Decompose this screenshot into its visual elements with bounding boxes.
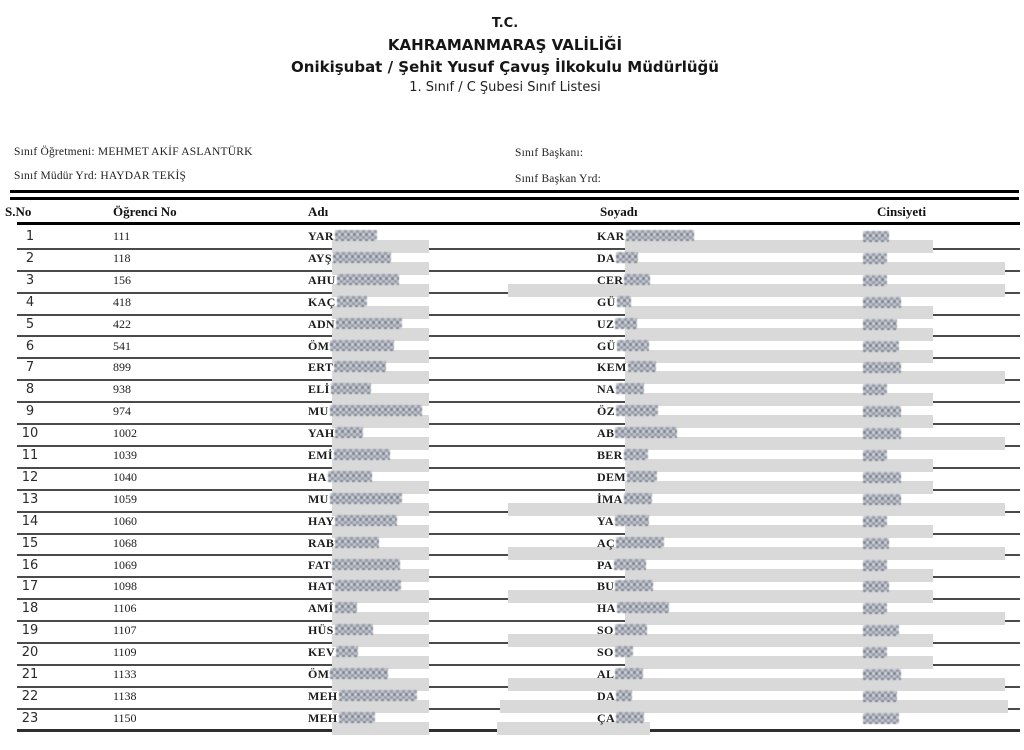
cell-ogrenci-no: 1150 bbox=[113, 710, 137, 725]
redacted-name-blob bbox=[330, 668, 388, 679]
redaction-stripe-right bbox=[500, 700, 1008, 713]
redacted-name-blob bbox=[337, 296, 367, 307]
redacted-name-blob bbox=[331, 383, 371, 394]
cell-soyadi: KEM bbox=[597, 357, 656, 378]
cell-soyadi: İMA bbox=[597, 489, 652, 510]
redacted-surname-blob bbox=[616, 690, 632, 701]
redacted-surname-blob bbox=[624, 493, 652, 504]
cell-s-no: 19 bbox=[21, 623, 39, 639]
cell-adi: MEH bbox=[308, 686, 417, 707]
cell-adi: ÖM bbox=[308, 336, 394, 357]
cell-s-no: 12 bbox=[21, 469, 39, 485]
cell-cinsiyeti bbox=[862, 226, 889, 247]
cell-ogrenci-no: 1138 bbox=[113, 688, 137, 703]
redaction-stripe-right bbox=[508, 284, 1005, 297]
table-row bbox=[0, 467, 1024, 489]
cell-ogrenci-no: 938 bbox=[113, 382, 131, 397]
cell-soyadi: BER bbox=[597, 445, 648, 466]
redaction-stripe-right bbox=[625, 262, 1005, 275]
redacted-surname-blob bbox=[617, 296, 631, 307]
cell-adi: ÖM bbox=[308, 664, 388, 685]
cell-ogrenci-no: 1039 bbox=[113, 448, 137, 462]
cell-adi: ADN bbox=[308, 314, 402, 335]
cell-cinsiyeti bbox=[862, 555, 887, 576]
redacted-surname-blob bbox=[624, 449, 648, 460]
cell-ogrenci-no: 1106 bbox=[113, 601, 137, 616]
redacted-surname-blob bbox=[627, 471, 657, 482]
cell-ogrenci-no: 418 bbox=[113, 294, 131, 309]
redacted-gender-blob bbox=[863, 560, 887, 571]
cell-s-no: 8 bbox=[25, 382, 35, 398]
redacted-gender-blob bbox=[863, 647, 887, 658]
cell-soyadi: SO bbox=[597, 642, 633, 663]
cell-s-no: 3 bbox=[25, 272, 35, 288]
redacted-gender-blob bbox=[863, 603, 887, 614]
table-row bbox=[0, 401, 1024, 423]
cell-cinsiyeti bbox=[862, 292, 901, 313]
cell-adi: ELİ bbox=[308, 379, 371, 400]
cell-ogrenci-no: 1040 bbox=[113, 469, 137, 484]
cell-s-no: 7 bbox=[25, 360, 35, 376]
redacted-gender-blob bbox=[863, 341, 899, 352]
redacted-name-blob bbox=[339, 712, 375, 723]
cell-ogrenci-no: 899 bbox=[113, 360, 131, 375]
cell-adi: HAT bbox=[308, 576, 401, 597]
redacted-name-blob bbox=[335, 427, 363, 438]
redacted-name-blob bbox=[335, 624, 373, 635]
redacted-surname-blob bbox=[617, 340, 649, 351]
redacted-name-blob bbox=[328, 471, 372, 482]
redacted-surname-blob bbox=[615, 646, 633, 657]
cell-cinsiyeti bbox=[862, 598, 887, 619]
cell-soyadi: AÇ bbox=[597, 533, 664, 554]
redacted-name-blob bbox=[335, 537, 379, 548]
table-row bbox=[0, 423, 1024, 445]
cell-soyadi: ÇA bbox=[597, 708, 644, 729]
redacted-surname-blob bbox=[616, 252, 638, 263]
redacted-surname-blob bbox=[615, 624, 647, 635]
redacted-surname-blob bbox=[615, 318, 637, 329]
table-row bbox=[0, 664, 1024, 686]
cell-cinsiyeti bbox=[862, 620, 899, 641]
cell-adi: EMİ bbox=[308, 445, 390, 466]
redacted-gender-blob bbox=[863, 406, 901, 417]
cell-s-no: 2 bbox=[25, 250, 35, 266]
redacted-name-blob bbox=[339, 690, 417, 701]
table-row bbox=[0, 576, 1024, 598]
cell-cinsiyeti bbox=[862, 423, 901, 444]
redacted-gender-blob bbox=[863, 472, 901, 483]
redacted-gender-blob bbox=[863, 625, 899, 636]
cell-s-no: 14 bbox=[21, 513, 39, 529]
cell-cinsiyeti bbox=[862, 708, 899, 729]
cell-s-no: 23 bbox=[21, 710, 39, 726]
table-row bbox=[0, 357, 1024, 379]
cell-soyadi: DA bbox=[597, 686, 632, 707]
col-header-sno: S.No bbox=[5, 204, 32, 219]
cell-cinsiyeti bbox=[862, 467, 901, 488]
cell-soyadi: YA bbox=[597, 511, 649, 532]
cell-ogrenci-no: 1069 bbox=[113, 557, 137, 572]
table-row bbox=[0, 270, 1024, 292]
cell-adi: HAY bbox=[308, 511, 397, 532]
cell-cinsiyeti bbox=[862, 445, 887, 466]
table-row bbox=[0, 445, 1024, 467]
cell-ogrenci-no: 1107 bbox=[113, 623, 137, 638]
cell-adi: AYŞ bbox=[308, 248, 391, 269]
cell-adi: RAB bbox=[308, 533, 379, 554]
cell-cinsiyeti bbox=[862, 511, 887, 532]
cell-soyadi: HA bbox=[597, 598, 669, 619]
redaction-stripe-right bbox=[625, 371, 1005, 384]
cell-ogrenci-no: 1068 bbox=[113, 535, 137, 550]
cell-s-no: 11 bbox=[21, 448, 39, 463]
table-row bbox=[0, 248, 1024, 270]
cell-cinsiyeti bbox=[862, 314, 897, 335]
redacted-surname-blob bbox=[624, 274, 650, 285]
cell-ogrenci-no: 422 bbox=[113, 316, 131, 331]
cell-cinsiyeti bbox=[862, 686, 897, 707]
redacted-gender-blob bbox=[863, 516, 887, 527]
redacted-surname-blob bbox=[628, 361, 656, 372]
redacted-surname-blob bbox=[617, 602, 669, 613]
cell-adi: AHU bbox=[308, 270, 399, 291]
cell-ogrenci-no: 1060 bbox=[113, 513, 137, 528]
redacted-name-blob bbox=[332, 559, 400, 570]
redacted-name-blob bbox=[336, 318, 402, 329]
header-tc: T.C. bbox=[491, 16, 519, 31]
cell-soyadi: DEM bbox=[597, 467, 657, 488]
cell-s-no: 6 bbox=[25, 338, 35, 354]
redacted-name-blob bbox=[330, 340, 394, 351]
table-row bbox=[0, 489, 1024, 511]
redacted-surname-blob bbox=[616, 537, 664, 548]
cell-cinsiyeti bbox=[862, 576, 889, 597]
vice-principal-line: Sınıf Müdür Yrd: HAYDAR TEKİŞ bbox=[14, 170, 187, 182]
table-row bbox=[0, 336, 1024, 358]
cell-adi: KAÇ bbox=[308, 292, 367, 313]
cell-soyadi: GÜ bbox=[597, 292, 631, 313]
cell-soyadi: DA bbox=[597, 248, 638, 269]
table-row bbox=[0, 226, 1024, 248]
cell-s-no: 9 bbox=[25, 404, 35, 420]
cell-adi: HÜS bbox=[308, 620, 373, 641]
cell-soyadi: NA bbox=[597, 379, 644, 400]
redacted-gender-blob bbox=[863, 275, 887, 286]
redaction-stripe-right bbox=[508, 678, 1005, 691]
col-header-cinsiyeti: Cinsiyeti bbox=[877, 204, 927, 219]
redacted-name-blob bbox=[330, 493, 402, 504]
redacted-name-blob bbox=[335, 230, 377, 241]
table-row bbox=[0, 379, 1024, 401]
redacted-gender-blob bbox=[863, 253, 887, 264]
cell-cinsiyeti bbox=[862, 664, 901, 685]
cell-adi: ERT bbox=[308, 357, 386, 378]
redacted-gender-blob bbox=[863, 669, 901, 680]
redacted-name-blob bbox=[334, 361, 386, 372]
cell-soyadi: CER bbox=[597, 270, 650, 291]
redacted-gender-blob bbox=[863, 428, 901, 439]
cell-soyadi: AB bbox=[597, 423, 677, 444]
cell-soyadi: GÜ bbox=[597, 336, 649, 357]
cell-s-no: 21 bbox=[21, 667, 39, 682]
col-header-ogrenci-no: Öğrenci No bbox=[113, 204, 177, 219]
cell-cinsiyeti bbox=[862, 642, 887, 663]
redaction-stripe-right bbox=[508, 547, 1005, 560]
cell-cinsiyeti bbox=[862, 248, 887, 269]
cell-adi: FAT bbox=[308, 555, 400, 576]
redacted-name-blob bbox=[336, 646, 358, 657]
cell-s-no: 4 bbox=[25, 294, 35, 310]
redacted-surname-blob bbox=[616, 405, 658, 416]
redacted-gender-blob bbox=[863, 581, 889, 592]
table-row bbox=[0, 620, 1024, 642]
redacted-surname-blob bbox=[626, 230, 694, 241]
redacted-gender-blob bbox=[863, 450, 887, 461]
class-teacher-line: Sınıf Öğretmeni: MEHMET AKİF ASLANTÜRK bbox=[14, 146, 253, 158]
redacted-surname-blob bbox=[615, 580, 653, 591]
cell-ogrenci-no: 974 bbox=[113, 404, 131, 419]
cell-adi: MU bbox=[308, 489, 402, 510]
table-row bbox=[0, 314, 1024, 336]
cell-ogrenci-no: 541 bbox=[113, 338, 131, 353]
cell-soyadi: KAR bbox=[597, 226, 694, 247]
redacted-surname-blob bbox=[615, 515, 649, 526]
cell-soyadi: BU bbox=[597, 576, 653, 597]
redacted-surname-blob bbox=[615, 668, 643, 679]
cell-s-no: 17 bbox=[21, 579, 39, 595]
cell-ogrenci-no: 118 bbox=[113, 250, 131, 265]
cell-soyadi: ÖZ bbox=[597, 401, 658, 422]
cell-s-no: 20 bbox=[21, 645, 39, 661]
redacted-gender-blob bbox=[863, 538, 889, 549]
cell-adi: MEH bbox=[308, 708, 375, 729]
cell-cinsiyeti bbox=[862, 379, 887, 400]
redacted-name-blob bbox=[335, 580, 401, 591]
redacted-gender-blob bbox=[863, 494, 901, 505]
cell-cinsiyeti bbox=[862, 357, 901, 378]
header-list-title: 1. Sınıf / C Şubesi Sınıf Listesi bbox=[409, 80, 601, 95]
redacted-name-blob bbox=[334, 449, 390, 460]
cell-s-no: 16 bbox=[21, 557, 39, 573]
cell-soyadi: SO bbox=[597, 620, 647, 641]
table-row bbox=[0, 533, 1024, 555]
cell-adi: MU bbox=[308, 401, 422, 422]
cell-adi: HA bbox=[308, 467, 372, 488]
redacted-surname-blob bbox=[616, 383, 644, 394]
cell-cinsiyeti bbox=[862, 270, 887, 291]
redacted-gender-blob bbox=[863, 713, 899, 724]
cell-soyadi: UZ bbox=[597, 314, 637, 335]
col-header-soyadi: Soyadı bbox=[600, 204, 638, 219]
cell-s-no: 5 bbox=[25, 316, 35, 332]
cell-s-no: 18 bbox=[21, 601, 39, 617]
redacted-gender-blob bbox=[863, 384, 887, 395]
redacted-name-blob bbox=[335, 602, 357, 613]
redacted-surname-blob bbox=[616, 712, 644, 723]
cell-ogrenci-no: 156 bbox=[113, 272, 131, 287]
cell-ogrenci-no: 1002 bbox=[113, 426, 137, 441]
redaction-stripe-right bbox=[625, 437, 1005, 450]
cell-cinsiyeti bbox=[862, 533, 889, 554]
class-president-line: Sınıf Başkanı: bbox=[515, 147, 584, 159]
cell-ogrenci-no: 1109 bbox=[113, 645, 137, 660]
cell-s-no: 13 bbox=[21, 491, 39, 507]
redacted-gender-blob bbox=[863, 691, 897, 702]
cell-soyadi: AL bbox=[597, 664, 643, 685]
redaction-stripe-right bbox=[625, 612, 1005, 625]
redacted-gender-blob bbox=[863, 297, 901, 308]
cell-cinsiyeti bbox=[862, 489, 901, 510]
header-governorate: KAHRAMANMARAŞ VALİLİĞİ bbox=[387, 36, 623, 54]
redacted-gender-blob bbox=[863, 319, 897, 330]
cell-s-no: 15 bbox=[21, 535, 39, 551]
cell-ogrenci-no: 1098 bbox=[113, 579, 137, 594]
cell-adi: AMİ bbox=[308, 598, 357, 619]
cell-ogrenci-no: 111 bbox=[113, 229, 131, 243]
cell-cinsiyeti bbox=[862, 401, 901, 422]
redacted-name-blob bbox=[330, 405, 422, 416]
cell-ogrenci-no: 1059 bbox=[113, 491, 137, 506]
class-vice-president-line: Sınıf Başkan Yrd: bbox=[515, 173, 602, 185]
cell-cinsiyeti bbox=[862, 336, 899, 357]
redacted-name-blob bbox=[335, 515, 397, 526]
cell-soyadi: PA bbox=[597, 555, 646, 576]
cell-ogrenci-no: 1133 bbox=[113, 667, 137, 681]
header-school: Onikişubat / Şehit Yusuf Çavuş İlkokulu Müdürlüğü bbox=[291, 58, 719, 76]
redacted-surname-blob bbox=[614, 559, 646, 570]
col-header-adi: Adı bbox=[308, 204, 329, 219]
cell-adi: YAR bbox=[308, 226, 377, 247]
redacted-gender-blob bbox=[863, 231, 889, 242]
redaction-stripe-right bbox=[508, 503, 1005, 516]
redacted-name-blob bbox=[337, 274, 399, 285]
cell-adi: KEV bbox=[308, 642, 358, 663]
redacted-gender-blob bbox=[863, 362, 901, 373]
cell-s-no: 10 bbox=[21, 426, 39, 442]
cell-s-no: 22 bbox=[21, 688, 39, 704]
redacted-surname-blob bbox=[615, 427, 677, 438]
redacted-name-blob bbox=[333, 252, 391, 263]
cell-adi: YAH bbox=[308, 423, 363, 444]
cell-s-no: 1 bbox=[25, 229, 35, 244]
